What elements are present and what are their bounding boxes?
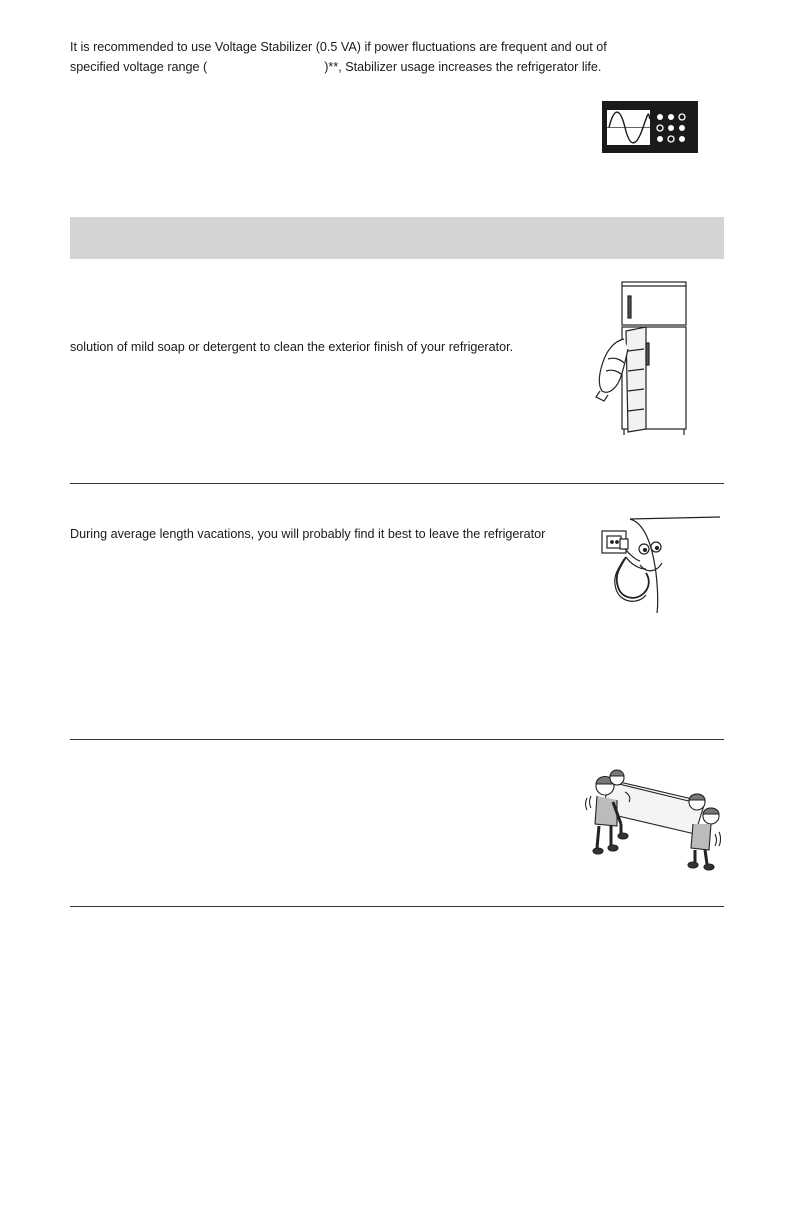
movers-carrying-refrigerator-illustration: [583, 762, 723, 874]
voltage-stabilizer-icon: [602, 101, 698, 153]
refrigerator-open-door-illustration: [594, 279, 694, 437]
stabilizer-text-line-2-end: )**, Stabilizer usage increases the refrigerator life.: [324, 60, 602, 74]
unplug-refrigerator-illustration: [600, 513, 722, 615]
section-divider: [70, 739, 724, 740]
vacation-text: During average length vacations, you will probably find it best to leave the refrigerator: [70, 527, 546, 541]
section-divider: [70, 483, 724, 484]
stabilizer-text-line-2: [70, 59, 601, 75]
stabilizer-text-line-1: It is recommended to use Voltage Stabilizer (0.5 VA) if power fluctuations are frequent and out of: [70, 40, 607, 54]
stabilizer-text-line-2-start: specified voltage range (: [70, 60, 208, 74]
section-divider: [70, 906, 724, 907]
section-heading-band: [70, 217, 724, 259]
cleaning-text: solution of mild soap or detergent to clean the exterior finish of your refrigerator.: [70, 340, 514, 354]
